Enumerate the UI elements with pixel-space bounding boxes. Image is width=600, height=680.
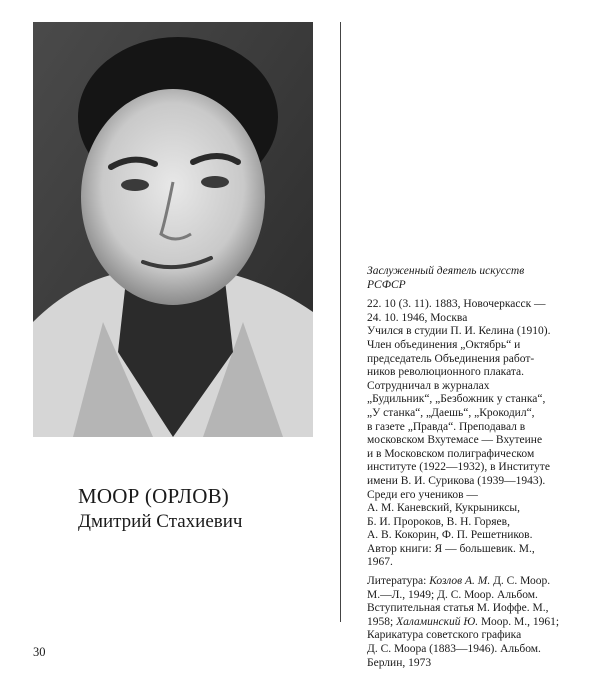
honorary-title-line: Заслуженный деятель искусств xyxy=(367,265,525,277)
literature-text: Моор. М., 1961; xyxy=(478,615,560,628)
literature-line xyxy=(367,616,597,630)
bio-line: Сотрудничал в журналах xyxy=(367,379,490,392)
literature-text: Д. С. Моор. xyxy=(490,575,551,588)
bio-line: Б. И. Пророков, В. Н. Горяев, xyxy=(367,515,510,528)
bio-line: Учился в студии П. И. Келина (1910). xyxy=(367,325,551,338)
bio-line: в газете „Правда“. Преподавал в xyxy=(367,420,526,433)
portrait-photo xyxy=(33,22,313,437)
literature-line: Вступительная статья М. Иоффе. М., xyxy=(367,602,549,615)
person-surname: МООР (ОРЛОВ) xyxy=(78,484,229,508)
bio-line: „Будильник“, „Безбожник у станка“, xyxy=(367,393,546,406)
literature-author: Халаминский Ю. xyxy=(396,615,479,628)
literature-line xyxy=(367,575,597,589)
portrait-illustration xyxy=(33,22,313,437)
bio-lines xyxy=(367,298,597,570)
person-given-names: Дмитрий Стахиевич xyxy=(78,511,243,532)
biography-text xyxy=(367,265,597,670)
page-number: 30 xyxy=(33,645,46,659)
literature-line: Карикатура советского графика xyxy=(367,629,522,642)
bio-line: 24. 10. 1946, Москва xyxy=(367,311,468,324)
bio-line: институте (1922—1932), в Институте xyxy=(367,461,550,474)
bio-line: московском Вхутемасе — Вхутеине xyxy=(367,434,543,447)
bio-line: 1967. xyxy=(367,556,393,569)
literature-line: Д. С. Моора (1883—1946). Альбом. xyxy=(367,643,541,656)
bio-line: ников революционного плаката. xyxy=(367,366,525,379)
bio-line: А. М. Каневский, Кукрыниксы, xyxy=(367,502,520,515)
bio-line: Автор книги: Я — большевик. М., xyxy=(367,542,535,555)
literature-author: Козлов А. М. xyxy=(429,575,491,588)
bio-line: 22. 10 (3. 11). 1883, Новочеркасск — xyxy=(367,298,546,311)
literature-text: Литература: xyxy=(367,575,430,588)
literature-line: М.—Л., 1949; Д. С. Моор. Альбом. xyxy=(367,588,538,601)
bio-line: имени В. И. Сурикова (1939—1943). xyxy=(367,474,546,487)
literature-text: 1958; xyxy=(367,615,397,628)
honorary-title xyxy=(367,265,597,292)
person-name-block xyxy=(78,483,242,534)
literature-line: Берлин, 1973 xyxy=(367,656,432,669)
bio-line: Среди его учеников — xyxy=(367,488,478,501)
bio-line: „У станка“, „Даешь“, „Крокодил“, xyxy=(367,406,535,419)
literature-block xyxy=(367,575,597,670)
column-divider xyxy=(340,22,341,622)
bio-line: председатель Объединения работ- xyxy=(367,352,535,365)
bio-line: и в Московском полиграфическом xyxy=(367,447,535,460)
bio-line: А. В. Кокорин, Ф. П. Решетников. xyxy=(367,529,533,542)
honorary-title-line: РСФСР xyxy=(367,278,406,291)
bio-line: Член объединения „Октябрь“ и xyxy=(367,338,521,351)
